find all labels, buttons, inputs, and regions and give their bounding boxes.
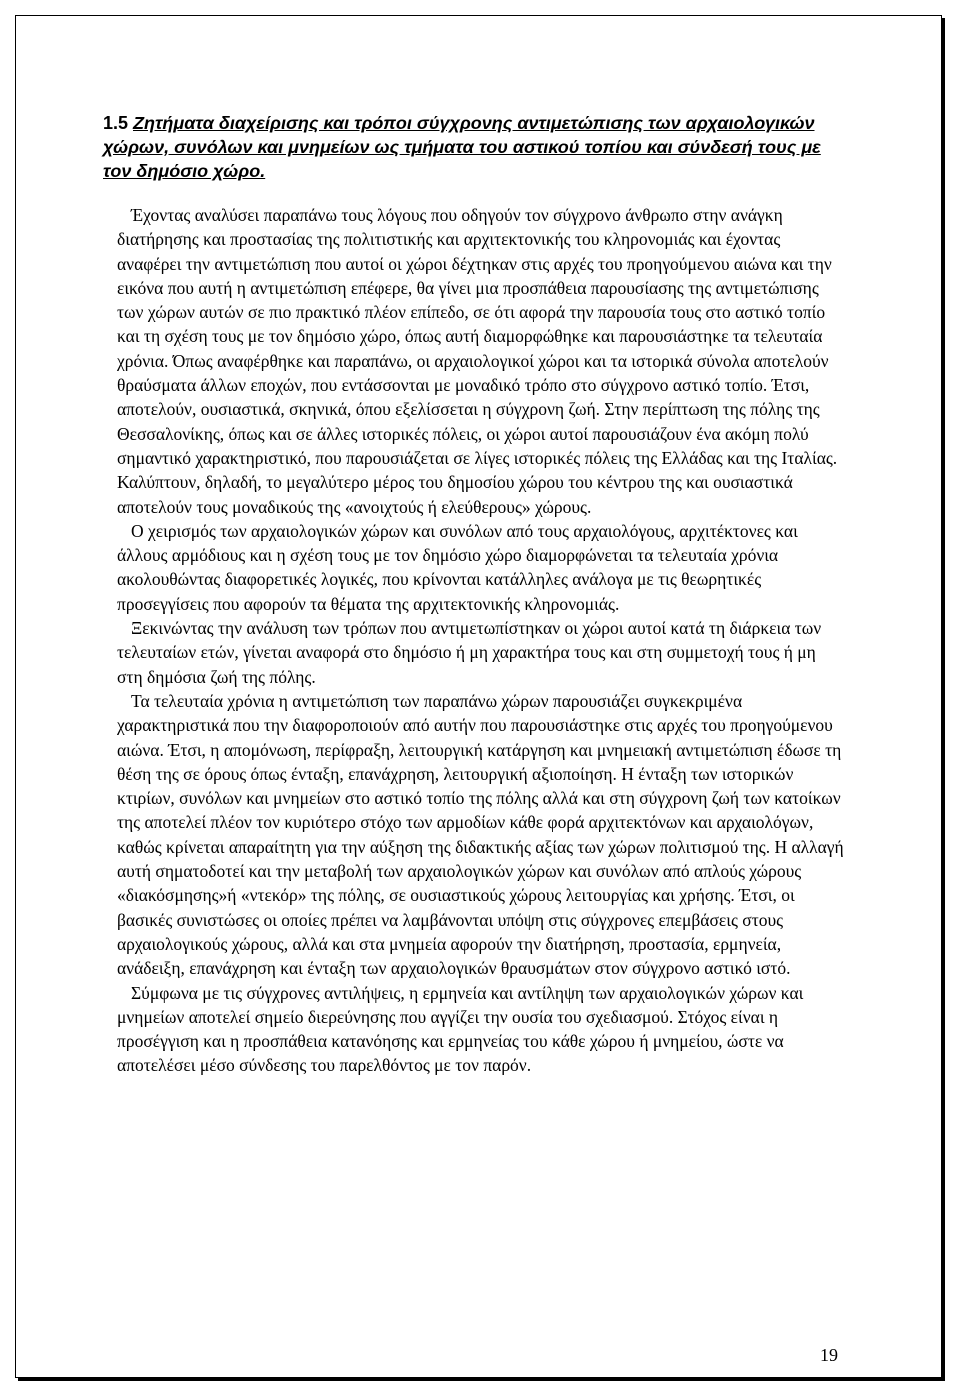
paragraph: Έχοντας αναλύσει παραπάνω τους λόγους που οδηγούν τον σύγχρονο άνθρωπο στην ανάγκη διατήρησης και προστασίας της πολιτιστικής και αρχιτεκτονικής του κληρονομιάς και έχοντας αναφέρει την αντιμετώπιση που αυτοί οι χώροι δέχτηκαν στις αρχές του προηγούμενου αιώνα και την εικόνα που αυτή η αντιμετώπιση επέφερε, θα γίνει μια προσπάθεια παρουσίασης της αντιμετώπισης των χώρων αυτών σε πιο πρακτικό πλέον επίπεδο, σε ότι αφορά την παρουσία τους στο αστικό τοπίο και τη σχέση τους με τον δημόσιο χώρο, όπως αυτή διαμορφώθηκε και παρουσιάστηκε τα τελευταία χρόνια. Όπως αναφέρθηκε και παραπάνω, οι αρχαιολογικοί χώροι και τα ιστορικά σύνολα αποτελούν θραύσματα άλλων εποχών, που εντάσσονται με μοναδικό τρόπο στο σύγχρονο αστικό τοπίο. Έτσι, αποτελούν, ουσιαστικά, σκηνικά, όπου εξελίσσεται η σύγχρονη ζωή. Στην περίπτωση της πόλης της Θεσσαλονίκης, όπως και σε άλλες ιστορικές πόλεις, οι χώροι αυτοί παρουσιάζουν ένα ακόμη πολύ σημαντικό χαρακτηριστικό, που παρουσιάζεται σε λίγες ιστορικές πόλεις της Ελλάδας και της Ιταλίας. Καλύπτουν, δηλαδή, το μεγαλύτερο μέρος του δημοσίου χώρου του κέντρου της και ουσιαστικά αποτελούν τους μοναδικούς της «ανοιχτούς ή ελεύθερους» χώρους. <box>117 205 838 517</box>
section-title: Ζητήματα διαχείρισης και τρόποι σύγχρονης αντιμετώπισης των αρχαιολογικών χώρων, συνόλων και μνημείων ως τμήματα του αστικού τοπίου και σύνδεσή τους με τον δημόσιο χώρο. <box>103 113 821 181</box>
section-heading <box>103 111 843 183</box>
paragraph: Σύμφωνα με τις σύγχρονες αντιλήψεις, η ερμηνεία και αντίληψη των αρχαιολογικών χώρων και μνημείων αποτελεί σημείο διερεύνησης που αγγίζει την ουσία του σχεδιασμού. Στόχος είναι η προσέγγιση και η προσπάθεια κατανόησης και ερμηνείας του κάθε χώρου ή μνημείου, ώστε να αποτελέσει μέσο σύνδεσης του παρελθόντος με τον παρόν. <box>117 982 804 1076</box>
body-text <box>117 203 844 1078</box>
paragraph: Ξεκινώντας την ανάλυση των τρόπων που αντιμετωπίστηκαν οι χώροι αυτοί κατά τη διάρκεια των τελευταίων ετών, γίνεται αναφορά στο δημόσιο ή μη χαρακτήρα τους και στη συμμετοχή τους ή μη στη δημόσια ζωή της πόλης. <box>117 618 822 687</box>
paragraph: Ο χειρισμός των αρχαιολογικών χώρων και συνόλων από τους αρχαιολόγους, αρχιτέκτονες και άλλους αρμόδιους και η σχέση τους με τον δημόσιο χώρο διαμορφώνεται τα τελευταία χρόνια ακολουθώντας διαφορετικές λογικές, που κρίνονται κατάλληλες ανάλογα με τις θεωρητικές προσεγγίσεις που αφορούν τα θέματα της αρχιτεκτονικής κληρονομιάς. <box>117 520 798 614</box>
page-number: 19 <box>820 1345 838 1365</box>
paragraph: Τα τελευταία χρόνια η αντιμετώπιση των παραπάνω χώρων παρουσιάζει συγκεκριμένα χαρακτηριστικά που την διαφοροποιούν από αυτήν που παρουσιάστηκε στις αρχές του προηγούμενου αιώνα. Έτσι, η απομόνωση, περίφραξη, λειτουργική κατάργηση και μνημειακή αντιμετώπιση έδωσε τη θέση της σε όρους όπως ένταξη, επανάχρηση, λειτουργική αξιοποίηση. Η ένταξη των ιστορικών κτιρίων, συνόλων και μνημείων στο αστικό τοπίο της πόλης αλλά και στη σύγχρονη ζωή των κατοίκων της αποτελεί πλέον τον κυριότερο στόχο των αρμοδίων κάθε φορά αρχιτεκτόνων και αρχαιολόγων, καθώς κρίνεται απαραίτητη για την αύξηση της διδακτικής αξίας των χώρων πολιτισμού της. Η αλλαγή αυτή σηματοδοτεί και την μεταβολή των αρχαιολογικών χώρων και συνόλων από απλούς χώρους «διακόσμησης»ή «ντεκόρ» της πόλης, σε ουσιαστικούς χώρους λειτουργίας και χρήσης. Έτσι, οι βασικές συνιστώσες οι οποίες πρέπει να λαμβάνονται υπόψη στις σύγχρονες επεμβάσεις στους αρχαιολογικούς χώρους, αλλά και στα μνημεία αφορούν την διατήρηση, προστασία, ερμηνεία, ανάδειξη, επανάχρηση και ένταξη των αρχαιολογικών θραυσμάτων στον σύγχρονο αστικό ιστό. <box>117 690 844 979</box>
section-number: 1.5 <box>103 113 129 133</box>
